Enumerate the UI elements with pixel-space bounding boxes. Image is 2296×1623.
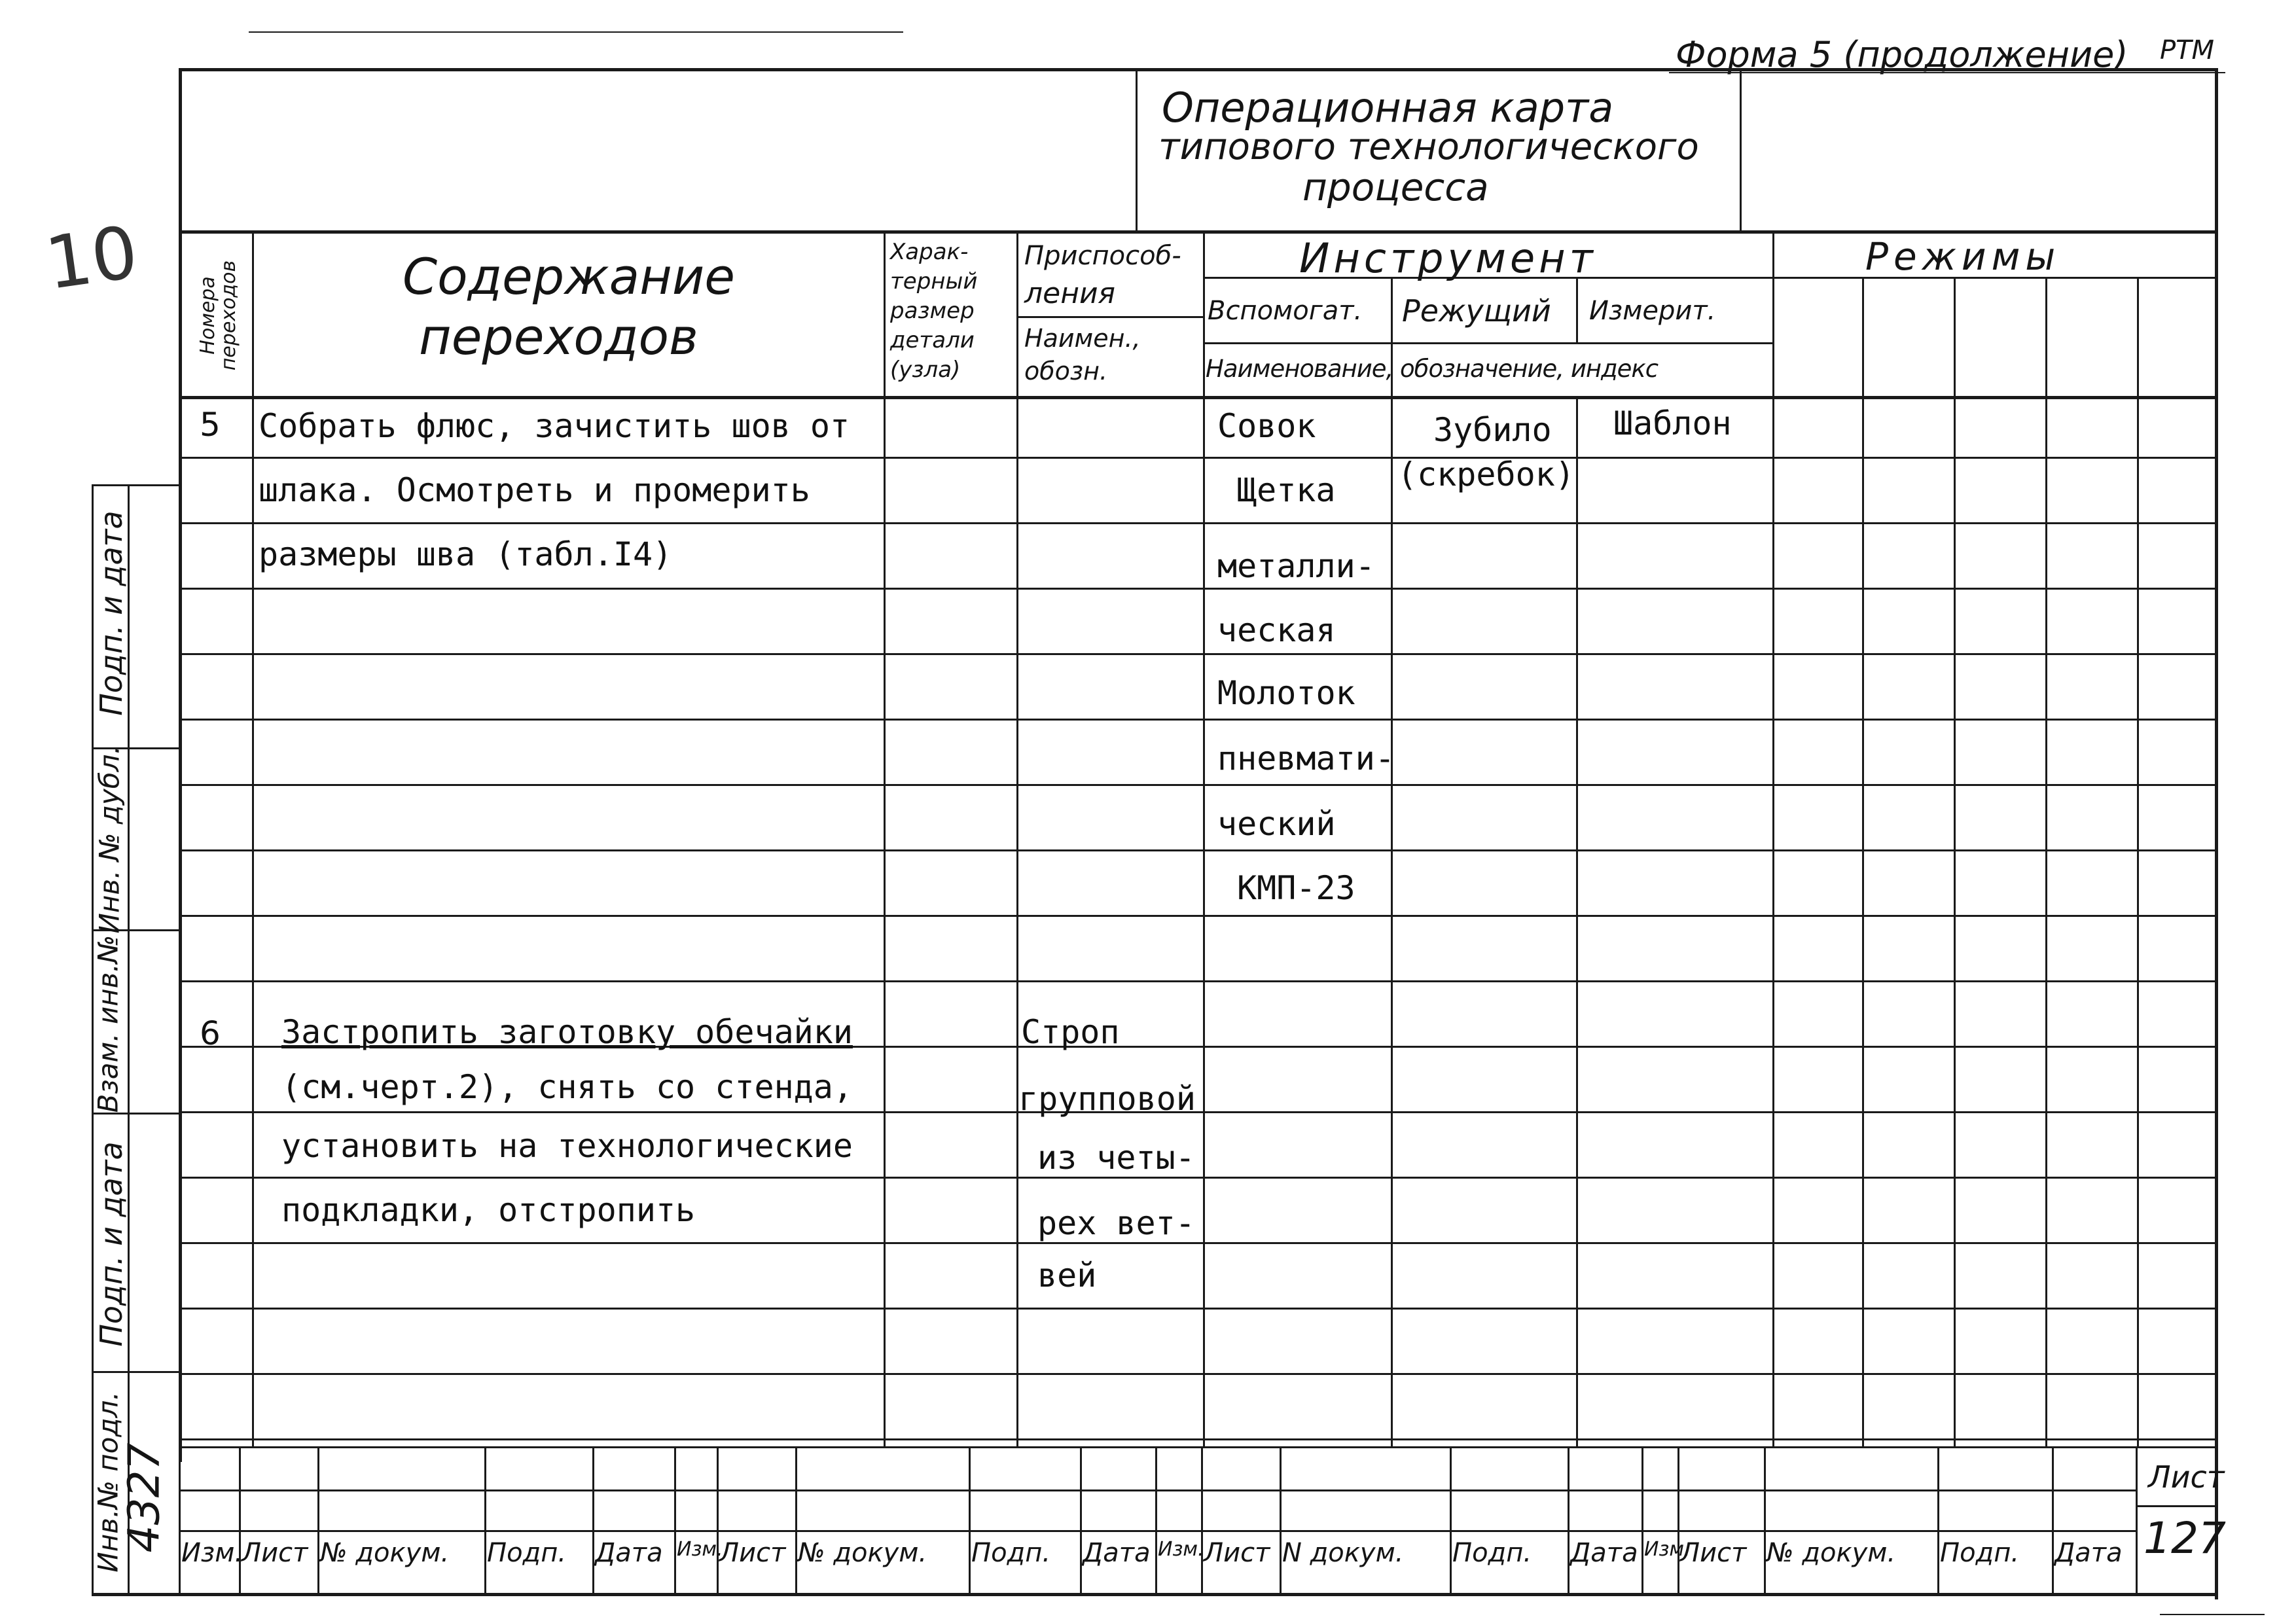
footer-label: Лист — [242, 1538, 308, 1568]
footer-label: Дата — [595, 1538, 663, 1568]
row1-content: Собрать флюс, зачистить шов от — [259, 407, 850, 445]
col-content-header-2: переходов — [419, 308, 698, 366]
row11-fixture: Строп — [1021, 1013, 1120, 1051]
row-line-3 — [179, 588, 2217, 590]
row4-tool-aux: ческая — [1217, 611, 1336, 649]
col-fixture-header-1: Приспособ- — [1024, 241, 1181, 271]
footer-col-divider — [2052, 1446, 2054, 1594]
col-line-modes-4 — [2137, 277, 2139, 1448]
footer-label: Подп. — [1940, 1538, 2020, 1568]
fixture-sub-line — [1018, 316, 1203, 318]
col-line-tool-cut-b — [1576, 396, 1578, 1448]
footer-label: Дата — [2054, 1538, 2123, 1568]
row-line-4 — [179, 653, 2217, 655]
col-size-header-3: размер — [890, 298, 975, 324]
sheet-number: 127 — [2144, 1513, 2226, 1563]
col-modes-header: Режимы — [1865, 234, 2061, 279]
footer-col-divider — [1764, 1446, 1766, 1594]
frame-right — [2215, 68, 2218, 1599]
col-tool-name: Наименование, обозначение, индекс — [1206, 355, 1659, 383]
footer-line-2 — [179, 1489, 2136, 1491]
header-bottom-line — [179, 396, 2217, 399]
side-inv-number: 4327 — [118, 1442, 170, 1553]
footer-label: № докум. — [1767, 1538, 1896, 1568]
row1-tool-aux: Совок — [1217, 407, 1316, 445]
footer-col-divider — [969, 1446, 971, 1594]
row-line-7 — [179, 849, 2217, 851]
row-line-13 — [179, 1242, 2217, 1244]
col-tool-header: Инструмент — [1299, 234, 1597, 282]
row3-tool-aux: металли- — [1217, 547, 1375, 585]
col-fixture-name-1: Наимен., — [1024, 324, 1141, 353]
footer-col-divider — [179, 1446, 181, 1594]
col-size-header-2: терный — [890, 268, 978, 294]
footer-label: Подп. — [487, 1538, 567, 1568]
col-line-modes-1 — [1862, 277, 1864, 1448]
row8-tool-aux: КМП-23 — [1237, 869, 1355, 907]
tool-sub-line-2 — [1203, 342, 1772, 344]
footer-col-divider — [1641, 1446, 1643, 1594]
sheet-label: Лист — [2148, 1459, 2225, 1495]
col-tool-cut: Режущий — [1402, 293, 1551, 329]
row-line-5 — [179, 719, 2217, 721]
row-line-1 — [179, 457, 2217, 459]
footer-col-divider — [1080, 1446, 1082, 1594]
row7-tool-aux: ческий — [1217, 805, 1336, 843]
footer-col-divider — [2136, 1446, 2138, 1594]
col-line-size — [1016, 230, 1018, 1448]
top-stray-line — [249, 31, 903, 33]
sheet-line — [2136, 1505, 2215, 1507]
col-number-header: Номера переходов — [196, 260, 240, 371]
row-line-16 — [179, 1438, 2217, 1440]
row-line-6 — [179, 784, 2217, 786]
footer-label: Изм. — [181, 1538, 243, 1568]
row-line-2 — [179, 522, 2217, 524]
footer-col-divider — [317, 1446, 319, 1594]
frame-top — [179, 68, 2217, 71]
col-fixture-name-2: обозн. — [1024, 357, 1108, 385]
footer-col-divider — [1937, 1446, 1939, 1594]
row-line-14 — [179, 1308, 2217, 1310]
col-size-header-5: (узла) — [890, 357, 961, 383]
row1-tool-meas: Шаблон — [1613, 404, 1732, 442]
col-line-fixture — [1203, 230, 1205, 1448]
footer-label: Лист — [1204, 1538, 1270, 1568]
title-box-right — [1740, 68, 1742, 230]
col-line-tool-meas — [1772, 230, 1774, 1448]
footer-label: № докум. — [320, 1538, 450, 1568]
footer-label: N докум. — [1282, 1538, 1404, 1568]
col-tool-meas: Измерит. — [1589, 296, 1716, 326]
row-line-9 — [179, 980, 2217, 982]
footer-col-divider — [674, 1446, 676, 1594]
footer-label: № докум. — [798, 1538, 927, 1568]
side-vzam: Взам. инв.№ — [92, 935, 124, 1113]
header-top-line — [179, 230, 2217, 234]
row5-tool-aux: Молоток — [1217, 674, 1355, 712]
col-line-content — [884, 230, 886, 1448]
row15-fixture: вей — [1037, 1257, 1097, 1294]
col-tool-aux: Вспомогат. — [1208, 296, 1363, 326]
col-line-modes-3 — [2045, 277, 2047, 1448]
col-line-number — [252, 230, 254, 1448]
row2-content: шлака. Осмотреть и промерить — [259, 471, 810, 509]
row14-fixture: рех вет- — [1037, 1204, 1195, 1242]
footer-label: Подп. — [1452, 1538, 1532, 1568]
row12-content: (см.черт.2), снять со стенда, — [281, 1068, 853, 1106]
side-inv-dubl: Инв. № дубл. — [93, 745, 126, 934]
footer-col-divider — [239, 1446, 241, 1594]
footer-col-divider — [1677, 1446, 1679, 1594]
row6-tool-aux: пневмати- — [1217, 740, 1395, 777]
footer-label: Изм. — [677, 1538, 723, 1561]
footer-line-3 — [179, 1530, 2136, 1532]
form-label-underline — [1669, 72, 2225, 73]
col-size-header-4: детали — [890, 327, 975, 353]
footer-col-divider — [1201, 1446, 1203, 1594]
col-fixture-header-2: ления — [1024, 277, 1116, 310]
col-line-tool-cut — [1576, 277, 1578, 342]
side-podp-data-1: Подп. и дата — [94, 510, 129, 716]
footer-col-divider — [795, 1446, 797, 1594]
row3-content: размеры шва (табл.I4) — [259, 535, 673, 573]
footer-label: Дата — [1083, 1538, 1151, 1568]
footer-label: Изм. — [1644, 1538, 1691, 1561]
col-size-header-1: Харак- — [890, 239, 969, 265]
row12-fixture: групповой — [1018, 1080, 1196, 1118]
row1-tool-cut: Зубило — [1433, 411, 1552, 449]
side-inv-podl: Инв.№ подл. — [92, 1391, 124, 1573]
row14-content: подкладки, отстропить — [281, 1191, 696, 1229]
title-box-left — [1136, 68, 1138, 230]
row-line-15 — [179, 1373, 2217, 1375]
col-line-modes-2 — [1954, 277, 1956, 1448]
footer-col-divider — [1155, 1446, 1157, 1594]
title-line-3: процесса — [1302, 165, 1489, 209]
row-line-11 — [179, 1111, 2217, 1113]
footer-label: Лист — [719, 1538, 786, 1568]
side-podp-data-2: Подп. и дата — [94, 1141, 129, 1347]
row11-number: 6 — [200, 1014, 221, 1052]
row1-number: 5 — [200, 406, 221, 444]
footer-label: Подп. — [971, 1538, 1051, 1568]
form-label: Форма 5 (продолжение) — [1676, 34, 2128, 75]
frame-left — [179, 68, 182, 1462]
margin-note: 10 — [40, 209, 143, 306]
col-content-header-1: Содержание — [403, 247, 735, 306]
footer-label: Лист — [1680, 1538, 1747, 1568]
title-line-1: Операционная карта — [1162, 84, 1614, 132]
footer-label: Дата — [1570, 1538, 1638, 1568]
row2-tool-aux: Щетка — [1237, 471, 1336, 509]
row13-content: установить на технологические — [281, 1127, 853, 1165]
row11-content: Застропить заготовку обечайки — [281, 1013, 853, 1051]
row-line-12 — [179, 1177, 2217, 1179]
footer-label: Изм. — [1158, 1538, 1204, 1561]
footer-col-divider — [1280, 1446, 1282, 1594]
row-line-8 — [179, 915, 2217, 917]
title-line-2: типового технологического — [1158, 126, 1699, 168]
footer-col-divider — [1568, 1446, 1570, 1594]
footer-col-divider — [717, 1446, 719, 1594]
ptm-label: РТМ — [2160, 35, 2215, 65]
row2-tool-cut: (скребок) — [1397, 455, 1575, 493]
footer-col-divider — [484, 1446, 486, 1594]
row13-fixture: из четы- — [1037, 1139, 1195, 1177]
bottom-stray-line — [2160, 1614, 2265, 1615]
footer-col-divider — [1450, 1446, 1452, 1594]
col-line-tool-aux — [1391, 277, 1393, 1448]
footer-col-divider — [592, 1446, 594, 1594]
